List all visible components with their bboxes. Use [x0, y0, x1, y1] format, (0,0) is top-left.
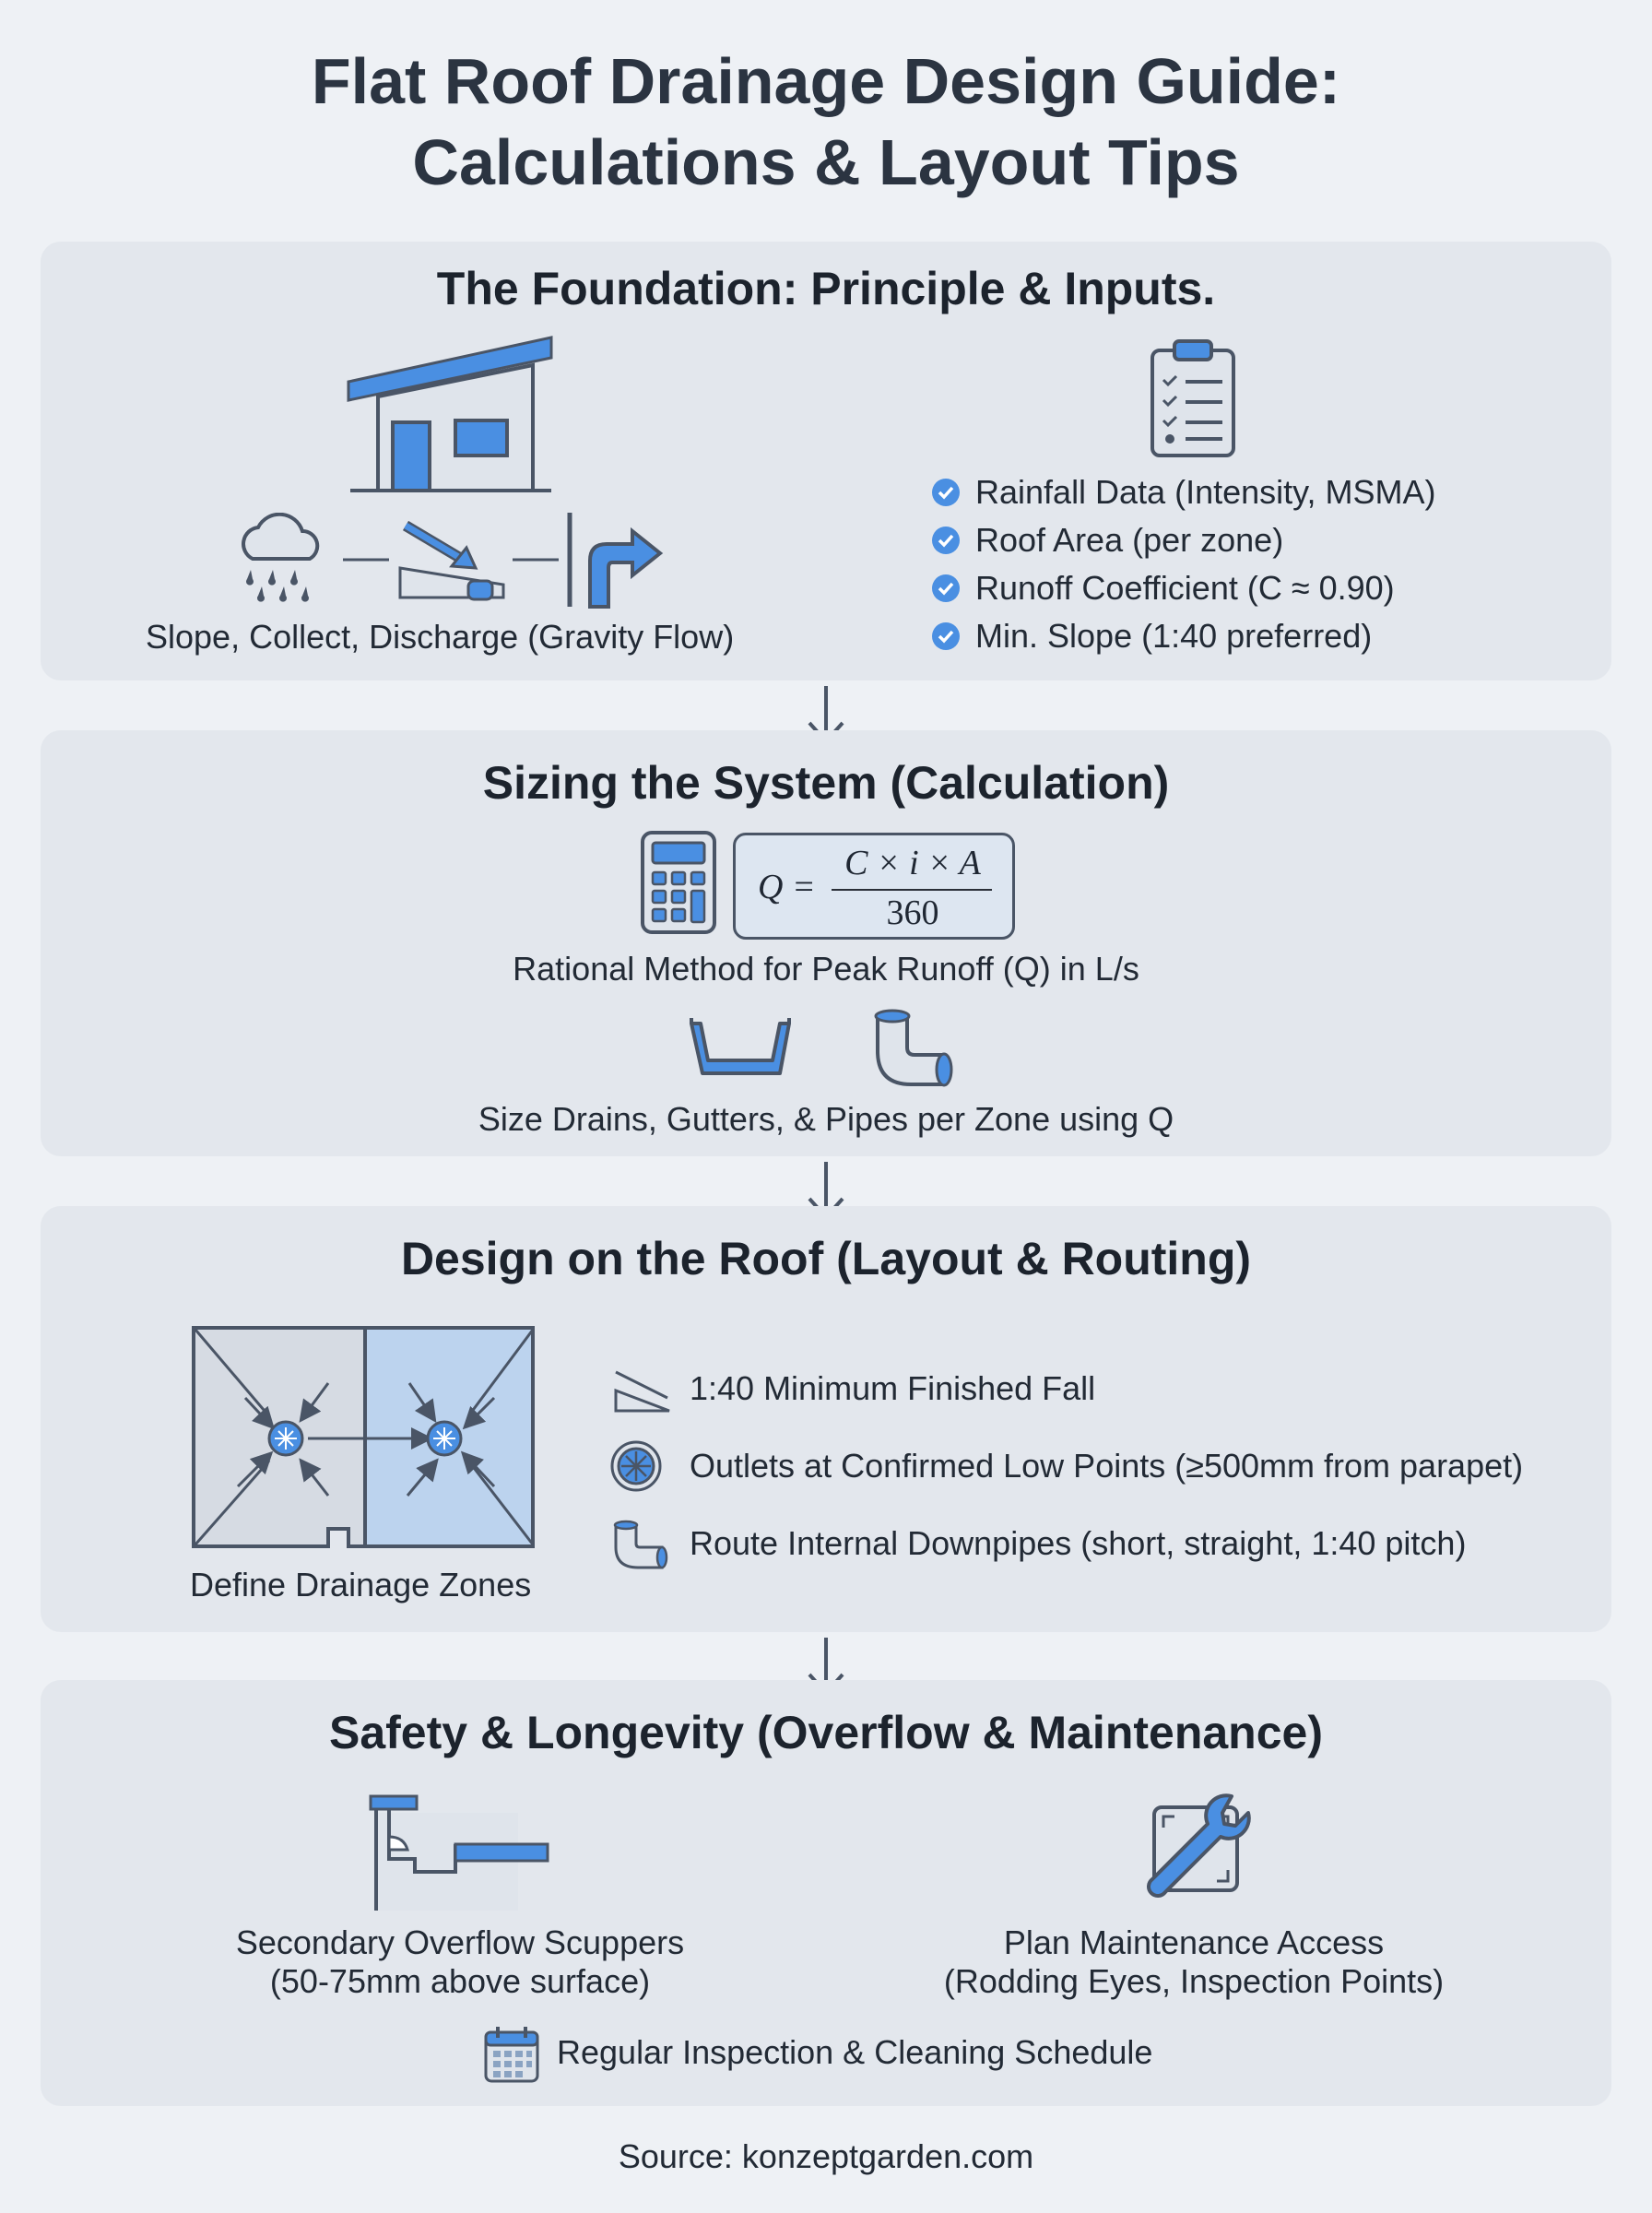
feature-label: Route Internal Downpipes (short, straight, 1:40 pitch)	[690, 1524, 1467, 1562]
calendar-icon	[483, 2025, 540, 2084]
pipe-elbow-icon	[610, 1518, 675, 1569]
feature-outlets-low-points	[610, 1440, 1523, 1492]
input-item-rainfall	[931, 471, 1435, 514]
rain-cloud-icon	[232, 513, 334, 605]
formula-numerator: C × i × A	[844, 844, 981, 882]
feature-label: 1:40 Minimum Finished Fall	[690, 1369, 1096, 1407]
calculator-icon	[640, 830, 717, 935]
source-credit: Source: konzeptgarden.com	[618, 2137, 1034, 2175]
sizing-caption: Size Drains, Gutters, & Pipes per Zone using Q	[478, 1100, 1174, 1138]
input-item-label: Min. Slope (1:40 preferred)	[975, 617, 1373, 655]
schedule-caption: Regular Inspection & Cleaning Schedule	[557, 2033, 1153, 2071]
input-item-label: Roof Area (per zone)	[975, 521, 1284, 559]
page-title-line-2: Calculations & Layout Tips	[412, 126, 1240, 198]
access-caption	[867, 1923, 1521, 2001]
input-item-label: Rainfall Data (Intensity, MSMA)	[975, 473, 1436, 511]
input-item-runoff-coefficient	[931, 567, 1395, 609]
rational-method-caption: Rational Method for Peak Runoff (Q) in L/s	[513, 950, 1139, 988]
downpipe-discharge-icon	[564, 513, 666, 609]
formula-lhs: Q =	[758, 868, 816, 906]
scupper-icon	[367, 1793, 551, 1912]
roof-plan-icon	[190, 1324, 537, 1551]
section-layout-title: Design on the Roof (Layout & Routing)	[400, 1233, 1252, 1284]
rational-method-formula	[733, 833, 1015, 940]
feature-label: Outlets at Confirmed Low Points (≥500mm from parapet)	[690, 1447, 1524, 1485]
access-caption-line-1: Plan Maintenance Access	[1003, 1923, 1385, 1961]
section-foundation-title: The Foundation: Principle & Inputs.	[436, 263, 1216, 314]
scupper-caption	[135, 1923, 785, 2001]
gutter-icon	[688, 1016, 793, 1077]
principle-caption: Slope, Collect, Discharge (Gravity Flow)	[146, 618, 735, 656]
section-sizing-title: Sizing the System (Calculation)	[482, 757, 1170, 809]
outlet-grate-icon	[610, 1440, 675, 1492]
input-item-label: Runoff Coefficient (C ≈ 0.90)	[975, 569, 1395, 607]
section-safety-title: Safety & Longevity (Overflow & Maintenance)	[329, 1707, 1323, 1758]
check-circle-icon	[931, 526, 961, 555]
page-title	[0, 41, 1652, 203]
check-circle-icon	[931, 478, 961, 507]
check-circle-icon	[931, 574, 961, 603]
formula-denominator: 360	[886, 893, 939, 932]
input-item-roof-area	[931, 519, 1283, 562]
scupper-caption-line-2: (50-75mm above surface)	[269, 1962, 651, 2000]
feature-minimum-fall	[610, 1363, 1095, 1414]
section-sizing	[41, 730, 1611, 1156]
slope-icon	[610, 1363, 675, 1414]
access-caption-line-2: (Rodding Eyes, Inspection Points)	[943, 1962, 1445, 2000]
slope-drain-icon	[396, 516, 507, 605]
connector-line	[513, 557, 559, 562]
page-title-line-1: Flat Roof Drainage Design Guide:	[311, 45, 1341, 117]
input-item-min-slope	[931, 615, 1372, 657]
feature-internal-downpipes	[610, 1518, 1466, 1569]
pipe-elbow-icon	[870, 1005, 957, 1090]
check-circle-icon	[931, 621, 961, 651]
scupper-caption-line-1: Secondary Overflow Scuppers	[235, 1923, 685, 1961]
drainage-zones-caption: Define Drainage Zones	[190, 1566, 532, 1604]
connector-line	[343, 557, 389, 562]
wrench-access-panel-icon	[1130, 1791, 1259, 1911]
clipboard-checklist-icon	[1147, 337, 1239, 459]
formula-fraction-bar	[832, 889, 992, 891]
building-icon	[341, 334, 562, 494]
section-foundation	[41, 242, 1611, 680]
